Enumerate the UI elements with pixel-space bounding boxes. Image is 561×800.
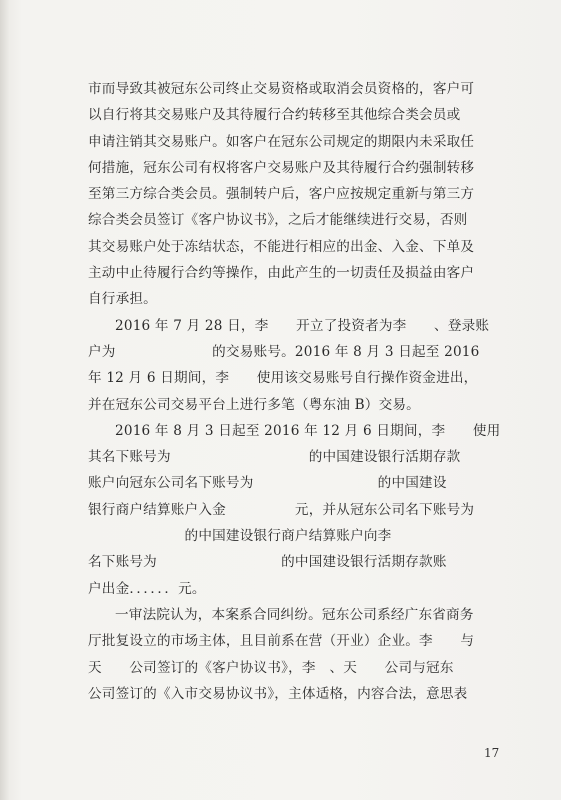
- text-line: 2016 年 7 月 28 日，李 开立了投资者为李 、登录账: [115, 317, 490, 334]
- text-line: 其交易账户处于冻结状态，不能进行相应的出金、入金、下单及: [88, 238, 475, 255]
- text-line: 综合类会员签订《客户协议书》，之后才能继续进行交易，否则: [88, 212, 468, 229]
- text-line: 年 12 月 6 日期间，李 使用该交易账号自行操作资金进出，: [88, 370, 478, 387]
- text-line: 市而导致其被冠东公司终止交易资格或取消会员资格的，客户可: [88, 81, 475, 97]
- text-line: 天 公司签订的《客户协议书》，李 、天 公司与冠东: [88, 659, 454, 676]
- text-line: 何措施，冠东公司有权将客户交易账户及其待履行合约强制转移: [88, 159, 475, 176]
- text-line: 银行商户结算账户入金 元，并从冠东公司名下账号为: [88, 501, 475, 518]
- text-line: 2016 年 8 月 3 日起至 2016 年 12 月 6 日期间，李 使用: [115, 422, 501, 439]
- text-line: 并在冠东公司交易平台上进行多笔（粤东油 B）交易。: [88, 396, 420, 413]
- text-line: 公司签订的《入市交易协议书》，主体适格，内容合法，意思表: [88, 685, 468, 702]
- text-line: 厅批复设立的市场主体，且目前系在营（开业）企业。李 与: [88, 633, 475, 650]
- text-line: 名下账号为 的中国建设银行活期存款账: [88, 554, 447, 571]
- text-line: 自行承担。: [88, 291, 157, 308]
- text-line: 的中国建设银行商户结算账户向李: [88, 528, 392, 545]
- text-line: 账户向冠东公司名下账号为 的中国建设: [88, 475, 447, 492]
- text-line: 其名下账号为 的中国建设银行活期存款: [88, 449, 461, 466]
- body-text: [88, 76, 508, 707]
- text-line: 以自行将其交易账户及其待履行合约转移至其他综合类会员或: [88, 107, 461, 124]
- text-line: 户出金．．．．．．元。: [88, 580, 206, 597]
- text-line: 户为 的交易账号。2016 年 8 月 3 日起至 2016: [88, 343, 480, 360]
- page-gutter: [0, 0, 10, 800]
- text-line: 至第三方综合类会员。强制转户后，客户应按规定重新与第三方: [88, 186, 475, 203]
- text-line: 一审法院认为，本案系合同纠纷。冠东公司系经广东省商务: [115, 606, 474, 623]
- text-line: 申请注销其交易账户。如客户在冠东公司规定的期限内未采取任: [88, 133, 475, 150]
- page-number: 17: [484, 746, 500, 760]
- text-line: 主动中止待履行合约等操作，由此产生的一切责任及损益由客户: [88, 265, 475, 282]
